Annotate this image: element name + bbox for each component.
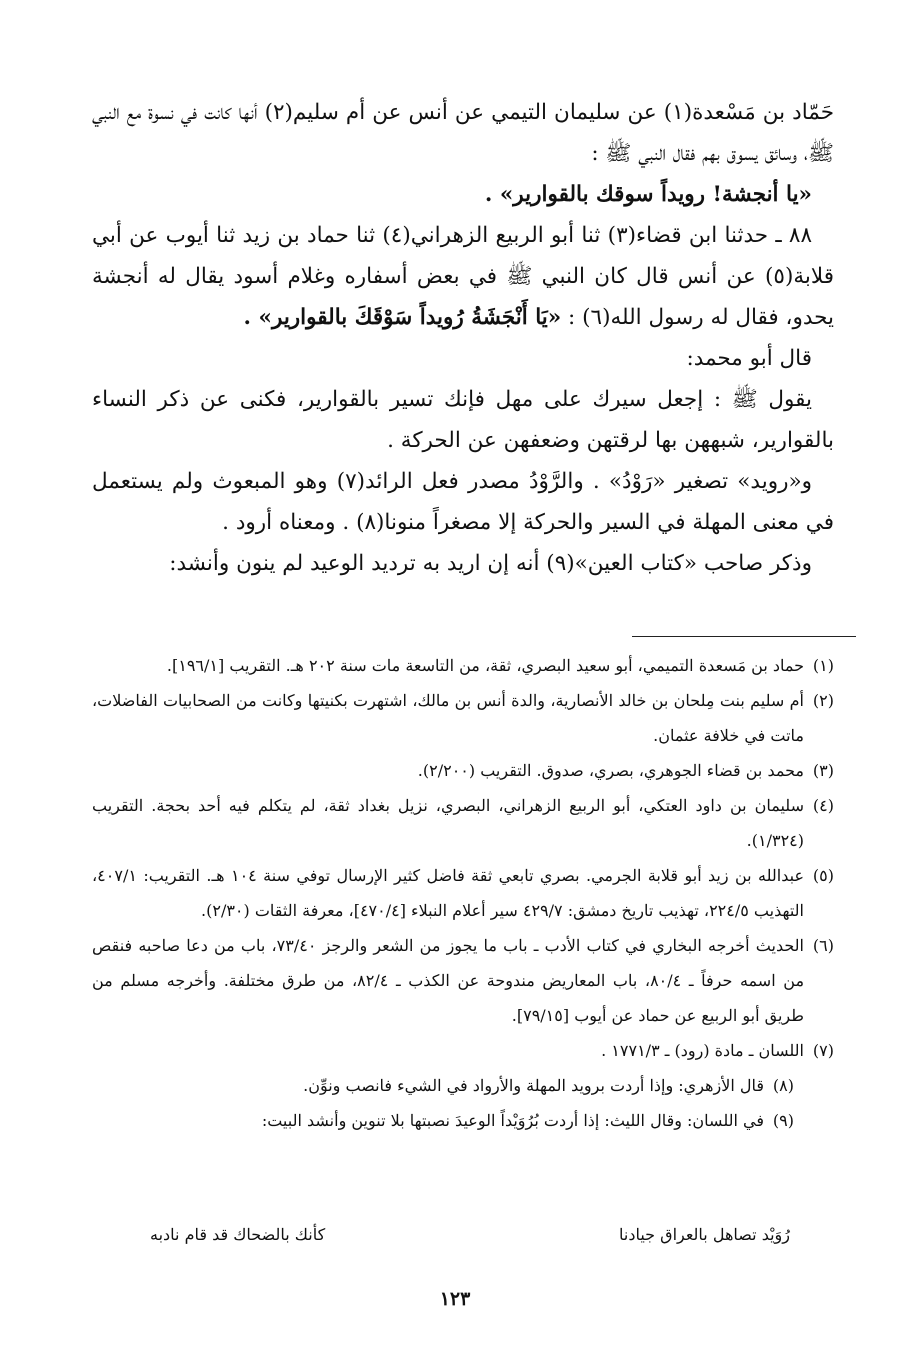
footnote-9 xyxy=(92,1103,834,1138)
footnote-text: قال الأزهري: وإذا أردت برويد المهلة والأرواد في الشيء فانصب ونوِّن. xyxy=(303,1076,764,1095)
footnote-text: عبدالله بن زيد أبو قلابة الجرمي. بصري تابعي ثقة فاضل كثير الإرسال توفي سنة ١٠٤ هـ. التقريب: ٤٠٧/١، التهذيب ٢٢٤/٥، تهذيب تاريخ دمشق: ٤٢٩/٧ سير أعلام النبلاء [٤٧٠/٤]، معرفة الثقات (٢/٣٠). xyxy=(92,866,805,920)
footnotes xyxy=(92,648,834,1138)
footnote-number: (٩) xyxy=(772,1111,794,1130)
footnote-number: (١) xyxy=(812,656,834,675)
footnote-7 xyxy=(92,1033,834,1068)
footnote-2 xyxy=(92,683,834,753)
paragraph-1: حَمّاد بن مَسْعدة(١) عن سليمان التيمي عن أنس عن أم سليم(٢) أنها كانت في نسوة مع النبي ﷺ، وسائق يسوق بهم فقال النبي ﷺ : xyxy=(92,100,835,166)
page-number: ١٢٣ xyxy=(439,1288,471,1310)
footnote-1 xyxy=(92,648,834,683)
paragraph-4: يقول ﷺ : إجعل سيرك على مهل فإنك تسير بالقوارير، فكنى عن ذكر النساء بالقوارير، شبههن بها لرقتهن وضعفهن عن الحركة . xyxy=(92,387,834,453)
footnote-number: (٣) xyxy=(812,761,834,780)
footnote-text: الحديث أخرجه البخاري في كتاب الأدب ـ باب ما يجوز من الشعر والرجز ٧٣/٤٠، باب من دعا صاحبه فنقص من اسمه حرفاً ـ ٨٠/٤، باب المعاريض مندوحة عن الكذب ـ ٨٢/٤، من طرق مختلفة. وأخرجه مسلم من طريق أبو الربيع عن حماد عن أيوب [٧٩/١٥]. xyxy=(92,936,805,1025)
footnote-text: اللسان ـ مادة (رود) ـ ١٧٧١/٣ . xyxy=(601,1041,804,1060)
footnote-number: (٥) xyxy=(812,866,834,885)
verse-first-hemistich: رُوَيْد تصاهل بالعراق جيادنا xyxy=(619,1225,790,1244)
footnote-number: (٤) xyxy=(812,796,834,815)
hadith-88-text: ٨٨ ـ حدثنا ابن قضاء(٣) ثنا أبو الربيع الزهراني(٤) ثنا حماد بن زيد ثنا أيوب عن أبي قلابة(٥) عن أنس قال كان النبي ﷺ في بعض أسفاره وغلام أسود يقال له أنجشة يحدو، فقال له رسول الله(٦) : xyxy=(92,223,834,330)
poetry-verse xyxy=(150,1220,790,1250)
paragraph-2 xyxy=(92,215,834,338)
footnote-text: في اللسان: وقال الليث: إذا أردت بُرُوَيْداً الوعيدَ نصبتها بلا تنوين وأنشد البيت: xyxy=(261,1111,764,1130)
footnote-number: (٦) xyxy=(812,936,834,955)
footnote-8 xyxy=(92,1068,834,1103)
footnote-6 xyxy=(92,928,834,1033)
footnote-text: محمد بن قضاء الجوهري، بصري، صدوق. التقريب (٢/٢٠٠). xyxy=(417,761,804,780)
hadith-quote-2: «يَا أَنْجَشَةُ رُويداً سَوْقَكَ بالقوارير» . xyxy=(243,305,562,330)
footnote-number: (٢) xyxy=(812,691,834,710)
quote-1 xyxy=(92,174,834,215)
footnote-number: (٨) xyxy=(772,1076,794,1095)
footnote-text: حماد بن مَسعدة التميمي، أبو سعيد البصري، ثقة، من التاسعة مات سنة ٢٠٢ هـ. التقريب [١٩٦/١]. xyxy=(166,656,804,675)
paragraph-6: وذكر صاحب «كتاب العين»(٩) أنه إن اريد به ترديد الوعيد لم ينون وأنشد: xyxy=(169,551,812,576)
verse-second-hemistich: كأنك بالضحاك قد قام نادبه xyxy=(150,1225,326,1244)
paragraph-5: و«رويد» تصغير «رَوْدُ» . والرَّوْدُ مصدر فعل الرائد(٧) وهو المبعوث ولم يستعمل في معنى المهلة في السير والحركة إلا مصغراً منونا(٨) . ومعناه أرود . xyxy=(92,469,834,535)
footnote-text: سليمان بن داود العتكي، أبو الربيع الزهراني، البصري، نزيل بغداد ثقة، لم يتكلم فيه أحد بحجة. التقريب (١/٣٢٤). xyxy=(92,796,804,850)
footnote-3 xyxy=(92,753,834,788)
hadith-quote-1: «يا أنجشة! رويداً سوقك بالقوارير» . xyxy=(484,182,812,207)
footnote-separator xyxy=(632,636,856,637)
footnote-4 xyxy=(92,788,834,858)
footnote-number: (٧) xyxy=(812,1041,834,1060)
footnote-5 xyxy=(92,858,834,928)
main-text xyxy=(92,92,834,584)
paragraph-3: قال أبو محمد: xyxy=(686,346,812,371)
footnote-text: أم سليم بنت مِلحان بن خالد الأنصارية، والدة أنس بن مالك، اشتهرت بكنيتها وكانت من الصحابيات الفاضلات، ماتت في خلافة عثمان. xyxy=(92,691,804,745)
